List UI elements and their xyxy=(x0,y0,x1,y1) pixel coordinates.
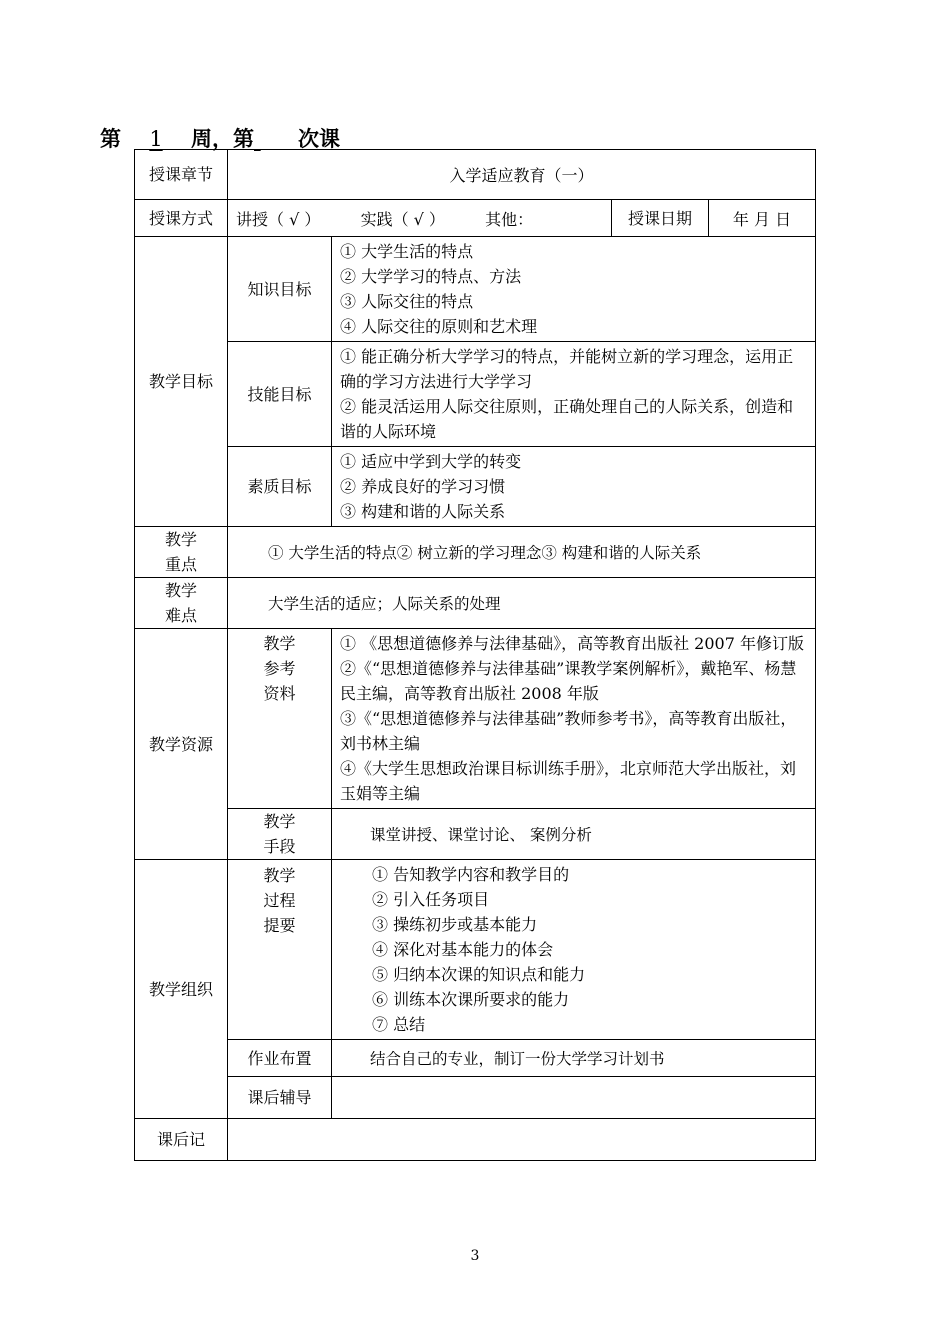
chapter-label: 授课章节 xyxy=(135,150,228,200)
list-item: ⑤ 归纳本次课的知识点和能力 xyxy=(372,965,586,984)
process-label xyxy=(228,860,332,1040)
lesson-number xyxy=(254,127,298,151)
list-item: ① 《思想道德修养与法律基础》，高等教育出版社 2007 年修订版 xyxy=(340,634,804,653)
method-lecture: 讲授（ √ ） xyxy=(236,209,321,229)
references-label-line1: 教学 xyxy=(263,634,296,653)
method-options xyxy=(228,200,612,237)
knowledge-goal-label: 知识目标 xyxy=(228,237,332,342)
list-item: ③ 人际交往的特点 xyxy=(340,292,474,311)
difficulties-label xyxy=(135,578,228,629)
date-value: 年 月 日 xyxy=(709,200,816,237)
list-item: ③ 构建和谐的人际关系 xyxy=(340,502,506,521)
means-row xyxy=(135,809,816,860)
title-prefix: 第 xyxy=(100,126,121,151)
key-points-value: ① 大学生活的特点② 树立新的学习理念③ 构建和谐的人际关系 xyxy=(228,527,816,578)
homework-value: 结合自己的专业，制订一份大学学习计划书 xyxy=(332,1040,816,1077)
process-row xyxy=(135,860,816,1040)
quality-goal-label: 素质目标 xyxy=(228,447,332,527)
means-label-line2: 手段 xyxy=(263,837,296,856)
list-item: ① 适应中学到大学的转变 xyxy=(340,452,522,471)
method-other: 其他： xyxy=(485,209,534,229)
resources-label: 教学资源 xyxy=(135,629,228,860)
list-item: ② 能灵活运用人际交往原则，正确处理自己的人际关系，创造和谐的人际环境 xyxy=(340,397,794,441)
lesson-plan-table xyxy=(134,149,816,1161)
list-item: ②《“思想道德修养与法律基础”课教学案例解析》，戴艳军、杨慧民主编，高等教育出版社 2008 年版 xyxy=(340,659,797,703)
key-points-label-line2: 重点 xyxy=(164,555,197,574)
list-item: ⑥ 训练本次课所要求的能力 xyxy=(372,990,570,1009)
list-item: ① 大学生活的特点 xyxy=(340,242,474,261)
process-label-line1: 教学 xyxy=(263,866,296,885)
title-week-suffix: 周，第 xyxy=(191,126,254,151)
references-label-line3: 资料 xyxy=(263,684,296,703)
quality-goal-list xyxy=(332,447,816,527)
list-item: ② 大学学习的特点、方法 xyxy=(340,267,522,286)
method-row xyxy=(135,200,816,237)
process-label-line3: 提要 xyxy=(263,916,296,935)
references-row xyxy=(135,629,816,809)
method-label: 授课方式 xyxy=(135,200,228,237)
list-item: ③ 操练初步或基本能力 xyxy=(372,915,538,934)
difficulties-label-line2: 难点 xyxy=(164,606,197,625)
skill-goal-label: 技能目标 xyxy=(228,342,332,447)
list-item: ① 告知教学内容和教学目的 xyxy=(372,865,570,884)
skill-goal-row xyxy=(135,342,816,447)
list-item: ④《大学生思想政治课目标训练手册》，北京师范大学出版社，刘玉娟等主编 xyxy=(340,759,797,803)
tutoring-label: 课后辅导 xyxy=(228,1077,332,1119)
difficulties-label-line1: 教学 xyxy=(164,581,197,600)
title-lesson-suffix: 次课 xyxy=(298,126,340,151)
goals-label: 教学目标 xyxy=(135,237,228,527)
difficulties-row xyxy=(135,578,816,629)
difficulties-value: 大学生活的适应；人际关系的处理 xyxy=(228,578,816,629)
means-label xyxy=(228,809,332,860)
notes-value xyxy=(228,1119,816,1161)
notes-row xyxy=(135,1119,816,1161)
chapter-value: 入学适应教育（一） xyxy=(228,150,816,200)
process-label-line2: 过程 xyxy=(263,891,296,910)
organization-label: 教学组织 xyxy=(135,860,228,1119)
method-practice: 实践（ √ ） xyxy=(360,209,445,229)
notes-label: 课后记 xyxy=(135,1119,228,1161)
list-item: ② 引入任务项目 xyxy=(372,890,490,909)
list-item: ④ 深化对基本能力的体会 xyxy=(372,940,554,959)
homework-row xyxy=(135,1040,816,1077)
list-item: ⑦ 总结 xyxy=(372,1015,426,1034)
chapter-row xyxy=(135,150,816,200)
knowledge-goal-row xyxy=(135,237,816,342)
process-list xyxy=(332,860,816,1040)
quality-goal-row xyxy=(135,447,816,527)
knowledge-goal-list xyxy=(332,237,816,342)
key-points-row xyxy=(135,527,816,578)
references-label-line2: 参考 xyxy=(263,659,296,678)
list-item: ③《“思想道德修养与法律基础”教师参考书》，高等教育出版社，刘书林主编 xyxy=(340,709,797,753)
page-number: 3 xyxy=(470,1248,480,1264)
means-value: 课堂讲授、课堂讨论、 案例分析 xyxy=(332,809,816,860)
list-item: ② 养成良好的学习习惯 xyxy=(340,477,506,496)
key-points-label-line1: 教学 xyxy=(164,530,197,549)
tutoring-value xyxy=(332,1077,816,1119)
week-number: 1 xyxy=(149,127,163,151)
list-item: ① 能正确分析大学学习的特点，并能树立新的学习理念，运用正确的学习方法进行大学学习 xyxy=(340,347,794,391)
homework-label: 作业布置 xyxy=(228,1040,332,1077)
key-points-label xyxy=(135,527,228,578)
references-label xyxy=(228,629,332,809)
tutoring-row xyxy=(135,1077,816,1119)
date-label: 授课日期 xyxy=(612,200,709,237)
skill-goal-list xyxy=(332,342,816,447)
means-label-line1: 教学 xyxy=(263,812,296,831)
list-item: ④ 人际交往的原则和艺术理 xyxy=(340,317,538,336)
references-list xyxy=(332,629,816,809)
